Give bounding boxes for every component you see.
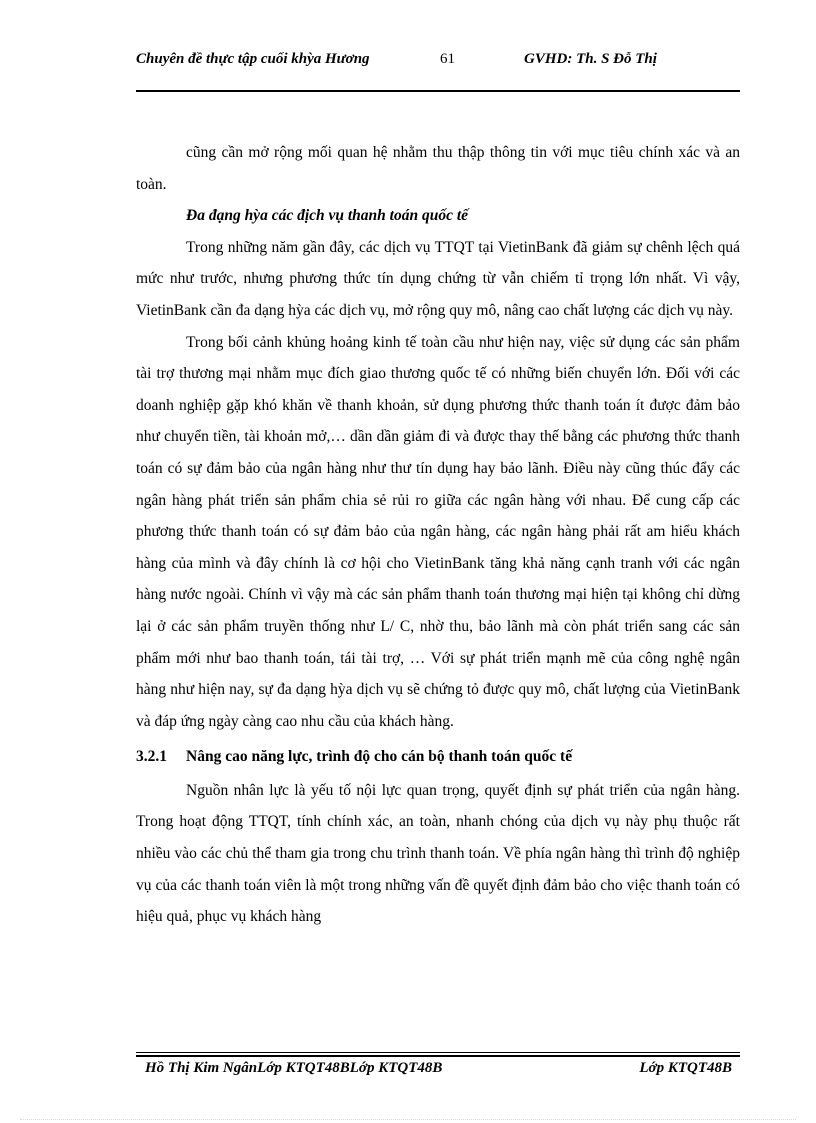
- header-advisor: GVHD: Th. S Đỗ Thị: [524, 51, 657, 67]
- paragraph-4: Nguồn nhân lực là yếu tố nội lực quan trọng, quyết định sự phát triển của ngân hàng. Trong hoạt động TTQT, tính chính xác, an toàn, nhanh chóng của dịch vụ này phụ thuộc rất nhiều vào các chủ thể tham gia trong chu trình thanh toán. Về phía ngân hàng thì trình độ nghiệp vụ của các thanh toán viên là một trong những vấn đề quyết định đảm bảo cho việc thanh toán có hiệu quả, phục vụ khách hàng: [136, 781, 740, 926]
- page-number: 61: [440, 51, 455, 67]
- page-bottom-edge: [20, 1119, 796, 1120]
- footer-class: Lớp KTQT48B: [639, 1060, 732, 1076]
- section-heading: [136, 741, 740, 773]
- section-number: 3.2.1: [136, 748, 167, 766]
- footer-divider-thin: [136, 1052, 740, 1053]
- paragraph-3: Trong bối cảnh khủng hoảng kinh tế toàn cầu như hiện nay, việc sử dụng các sản phẩm tài trợ thương mại nhằm mục đích giao thương quốc tế có những biến chuyển lớn. Đối với các doanh nghiệp gặp khó khăn về thanh khoản, sử dụng phương thức thanh toán ít được đảm bảo như chuyển tiền, tài khoản mở,… dần dần giảm đi và được thay thế bằng các phương thức thanh toán có sự đảm bảo của ngân hàng như thư tín dụng hay bảo lãnh. Điều này cũng thúc đẩy các ngân hàng phát triển sản phẩm chia sẻ rủi ro giữa các ngân hàng với nhau. Để cung cấp các phương thức thanh toán có sự đảm bảo của ngân hàng, các ngân hàng phải rất am hiểu khách hàng của mình và đây chính là cơ hội cho VietinBank tăng khả năng cạnh tranh với các ngân hàng nước ngoài. Chính vì vậy mà các sản phẩm thanh toán thương mại hiện tại không chỉ dừng lại ở các sản phẩm truyền thống như L/ C, nhờ thu, bảo lãnh mà còn phát triển sang các sản phẩm mới như bao thanh toán, tái tài trợ, … Với sự phát triển mạnh mẽ của công nghệ ngân hàng như hiện nay, sự đa dạng hỳa dịch vụ sẽ chứng tỏ được quy mô, chất lượng của VietinBank và đáp ứng ngày càng cao nhu cầu của khách hàng.: [136, 333, 740, 730]
- subheading: Đa đạng hỳa các địch vụ thanh toán quốc tế: [186, 207, 469, 225]
- footer-divider-thick: [136, 1055, 740, 1057]
- paragraph-2: Trong những năm gần đây, các dịch vụ TTQT tại VietinBank đã giảm sự chênh lệch quá mức như trước, nhưng phương thức tín dụng chứng từ vẫn chiếm tỉ trọng lớn nhất. Vì vậy, VietinBank cần đa dạng hỳa các dịch vụ, mở rộng quy mô, nâng cao chất lượng các dịch vụ này.: [136, 238, 740, 319]
- footer-author: Hồ Thị Kim NgânLớp KTQT48BLớp KTQT48B: [145, 1060, 443, 1076]
- section-title: Nâng cao năng lực, trình độ cho cán bộ thanh toán quốc tế: [186, 748, 573, 766]
- header-divider: [136, 90, 740, 92]
- paragraph-1: cũng cần mở rộng mối quan hệ nhằm thu thập thông tin với mục tiêu chính xác và an toàn.: [136, 144, 740, 193]
- body-content: [136, 137, 740, 933]
- header-title: Chuyên đề thực tập cuối khỳa Hương: [136, 51, 370, 67]
